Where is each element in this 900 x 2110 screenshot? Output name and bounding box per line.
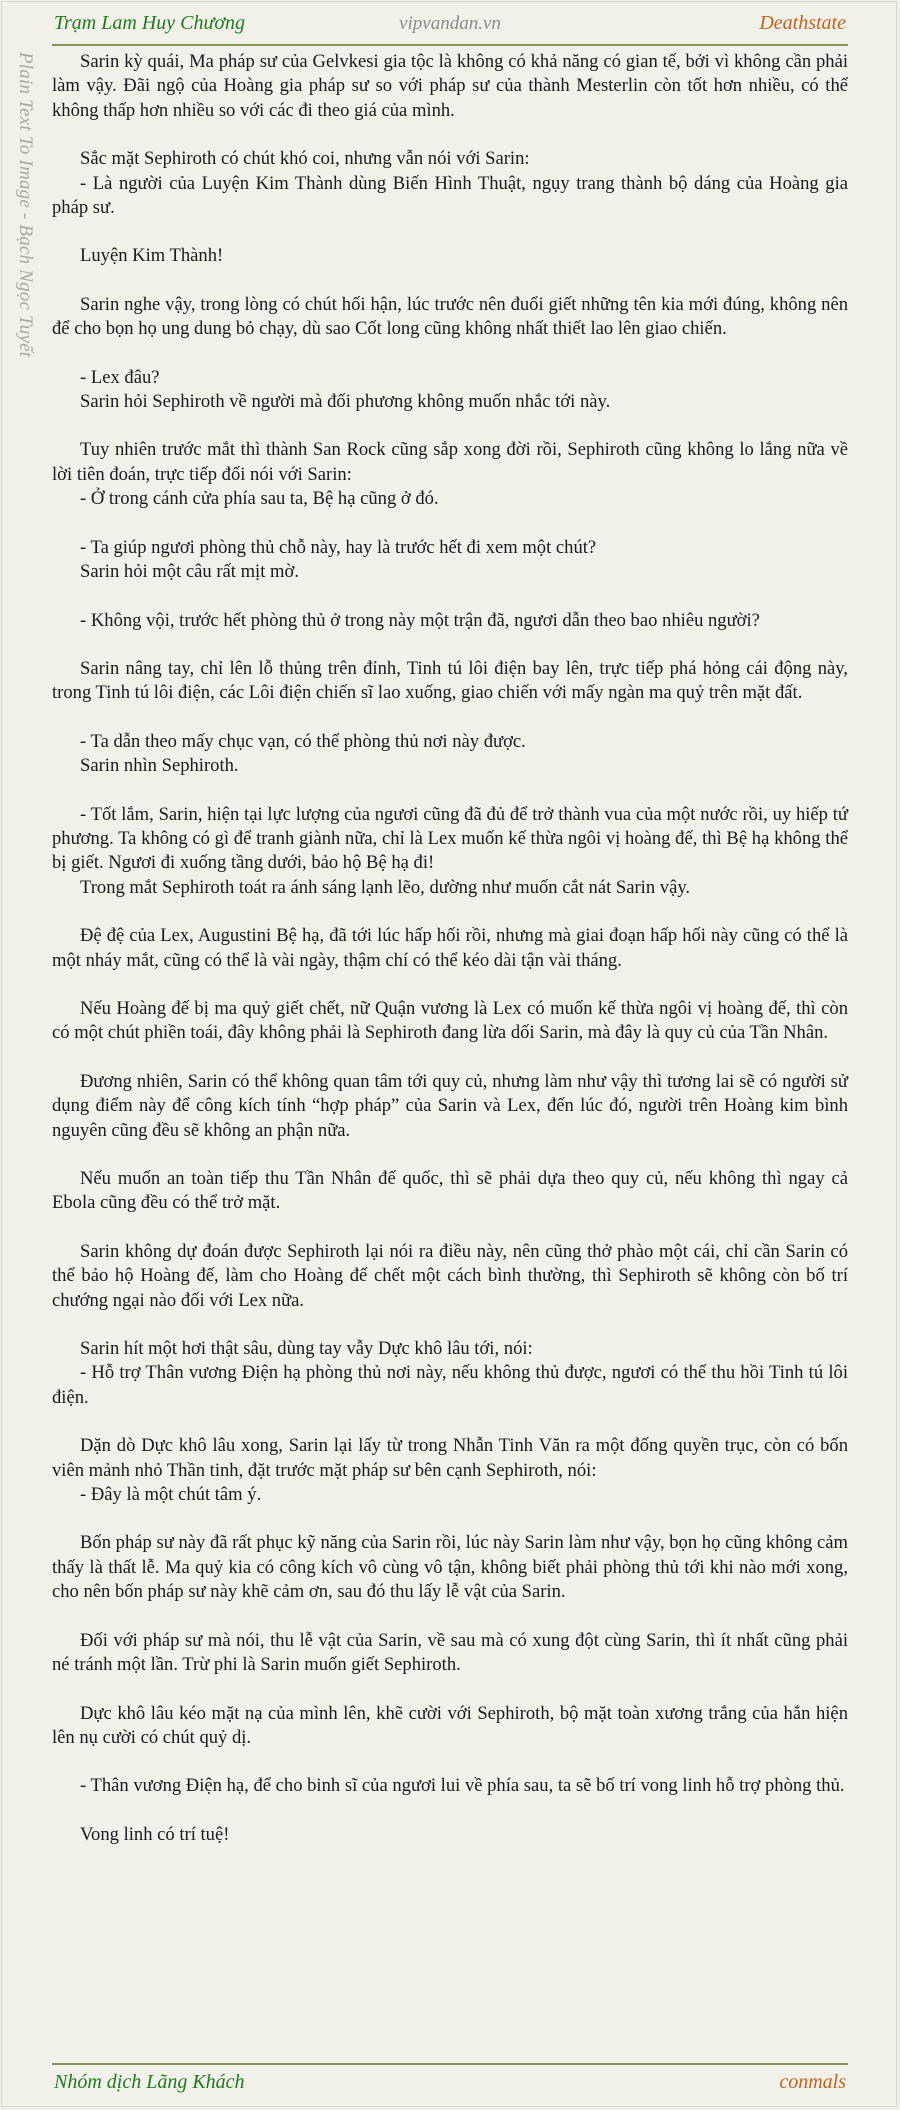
paragraph: Luyện Kim Thành!: [80, 245, 224, 267]
footer-divider: [52, 2063, 848, 2065]
header-site-title: Trạm Lam Huy Chương: [54, 12, 246, 34]
paragraph: Sarin hỏi một câu rất mịt mờ.: [80, 561, 299, 583]
paragraph: - Ta dẫn theo mấy chục vạn, có thể phòng thủ nơi này được.: [80, 730, 526, 752]
paragraph: - Hỗ trợ Thân vương Điện hạ phòng thủ nơi này, nếu không thủ được, ngươi có thể thu hồi Tinh tú lôi điện.: [52, 1362, 848, 1408]
paragraph: Đối với pháp sư mà nói, thu lễ vật của Sarin, về sau mà có xung đột cùng Sarin, thì ít nhất cũng phải né tránh một lần. Trừ phi là Sarin muốn giết Sephiroth.: [52, 1629, 848, 1676]
paragraph: Sarin kỳ quái, Ma pháp sư của Gelvkesi gia tộc là không có khả năng có gian tế, bởi vì không cần phải làm vậy. Đãi ngộ của Hoàng gia pháp sư so với pháp sư của thành Mesterlin còn tốt hơn nhiều, có thể không thấp hơn nhiều so với các đi theo giá của mình.: [52, 51, 848, 121]
paragraph: - Ở trong cánh cửa phía sau ta, Bệ hạ cũng ở đó.: [80, 488, 439, 510]
header-author: Deathstate: [759, 12, 846, 34]
paragraph: Sarin nghe vậy, trong lòng có chút hối hận, lúc trước nên đuổi giết những tên kia mới đúng, không nên để cho bọn họ ung dung bỏ chạy, dù sao Cốt long cũng không nhất thiết lao lên giao chiến.: [52, 293, 848, 340]
paragraph: Sarin nâng tay, chỉ lên lỗ thủng trên đỉnh, Tinh tú lôi điện bay lên, trực tiếp phá hỏng cái động này, trong Tinh tú lôi điện, các Lôi điện chiến sĩ lao xuống, giao chiến với mấy ngàn ma quỷ trên mặt đất.: [52, 657, 848, 704]
paragraph: Tuy nhiên trước mắt thì thành San Rock cũng sắp xong đời rồi, Sephiroth cũng không lo lắng nữa về lời tiên đoán, trực tiếp đối nói với Sarin:: [52, 439, 848, 485]
footer-editor: conmals: [779, 2071, 846, 2093]
paragraph: Nếu Hoàng đế bị ma quỷ giết chết, nữ Quận vương là Lex có muốn kế thừa ngôi vị hoàng đế, thì còn có một chút phiền toái, đây không phải là Sephiroth đang lừa dối Sarin, mà đây là quy củ của Tần Nhân.: [52, 997, 848, 1044]
paragraph: - Không vội, trước hết phòng thủ ở trong này một trận đã, ngươi dẫn theo bao nhiêu người?: [80, 609, 760, 631]
paragraph: Trong mắt Sephiroth toát ra ánh sáng lạnh lẽo, dường như muốn cắt nát Sarin vậy.: [80, 876, 691, 898]
paragraph: - Thân vương Điện hạ, để cho binh sĩ của ngươi lui về phía sau, ta sẽ bố trí vong linh hỗ trợ phòng thủ.: [80, 1775, 845, 1797]
paragraph: Sarin hít một hơi thật sâu, dùng tay vẫy Dực khô lâu tới, nói:: [80, 1338, 533, 1360]
header-website: vipvandan.vn: [399, 13, 501, 34]
paragraph: Vong linh có trí tuệ!: [80, 1823, 230, 1845]
paragraph: Dực khô lâu kéo mặt nạ của mình lên, khẽ cười với Sephiroth, bộ mặt toàn xương trắng của hắn hiện lên nụ cười có chút quỷ dị.: [52, 1702, 848, 1748]
paragraph: Bốn pháp sư này đã rất phục kỹ năng của Sarin rồi, lúc này Sarin làm như vậy, bọn họ cũng không cảm thấy là thất lễ. Ma quỷ kia có công kích vô cùng vô tận, không biết phải phòng thủ tới khi nào mới xong, cho nên bốn pháp sư này khẽ cảm ơn, sau đó thu lấy lễ vật của Sarin.: [52, 1532, 848, 1603]
page-footer: [52, 2068, 848, 2100]
footer-translator-group: Nhóm dịch Lãng Khách: [54, 2071, 245, 2093]
paragraph: Nếu muốn an toàn tiếp thu Tần Nhân đế quốc, thì sẽ phải dựa theo quy củ, nếu không thì ngay cả Ebola cũng đều có thể trở mặt.: [52, 1168, 848, 1214]
paragraph: Dặn dò Dực khô lâu xong, Sarin lại lấy từ trong Nhẫn Tinh Văn ra một đống quyền trục, còn có bốn viên mảnh nhỏ Thần tinh, đặt trước mặt pháp sư bên cạnh Sephiroth, nói:: [52, 1435, 848, 1481]
paragraph: Đương nhiên, Sarin có thể không quan tâm tới quy củ, nhưng làm như vậy thì tương lai sẽ có người sử dụng điểm này để công kích tính “hợp pháp” của Sarin và Lex, đến lúc đó, người trên Hoàng kim bình nguyên cũng đều sẽ không an phận nữa.: [52, 1070, 848, 1141]
paragraph: Sắc mặt Sephiroth có chút khó coi, nhưng vẫn nói với Sarin:: [80, 148, 530, 170]
chapter-text: [52, 50, 848, 1847]
header-divider: [52, 44, 848, 46]
paragraph: - Tốt lắm, Sarin, hiện tại lực lượng của ngươi cũng đã đủ để trở thành vua của một nước rồi, uy hiếp tứ phương. Ta không có gì để tranh giành nữa, chỉ là Lex muốn kế thừa ngôi vị hoàng đế, thì Bệ hạ không thể bị giết. Ngươi đi xuống tầng dưới, bảo hộ Bệ hạ đi!: [52, 803, 848, 874]
paragraph: Sarin nhìn Sephiroth.: [80, 755, 239, 777]
paragraph: - Đây là một chút tâm ý.: [80, 1484, 262, 1506]
paragraph: - Ta giúp ngươi phòng thủ chỗ này, hay là trước hết đi xem một chút?: [80, 536, 597, 558]
paragraph: - Lex đâu?: [80, 366, 160, 388]
side-watermark-label: Plain Text To Image - Bạch Ngọc Tuyết: [15, 52, 36, 358]
paragraph: Sarin không dự đoán được Sephiroth lại nói ra điều này, nên cũng thở phào một cái, chỉ cần Sarin có thể bảo hộ Hoàng đế, làm cho Hoàng đế chết một cách bình thường, thì Sephiroth sẽ không còn bố trí chướng ngại nào đối với Lex nữa.: [52, 1240, 848, 1311]
paragraph: Sarin hỏi Sephiroth về người mà đối phương không muốn nhắc tới này.: [80, 391, 611, 413]
paragraph: Đệ đệ của Lex, Augustini Bệ hạ, đã tới lúc hấp hối rồi, nhưng mà giai đoạn hấp hối này cũng có thể là một nháy mắt, cũng có thể là vài ngày, thậm chí có thể kéo dài tận vài tháng.: [52, 925, 848, 971]
page-header: [52, 8, 848, 42]
paragraph: - Là người của Luyện Kim Thành dùng Biến Hình Thuật, ngụy trang thành bộ dáng của Hoàng gia pháp sư.: [52, 172, 848, 219]
